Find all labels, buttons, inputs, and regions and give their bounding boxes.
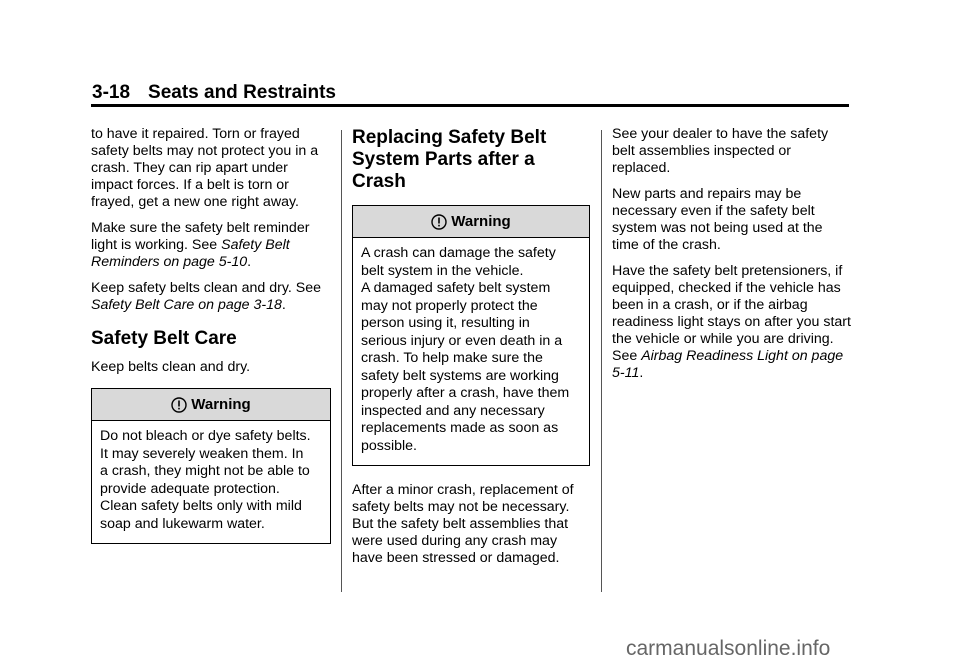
page-number: 3-18: [92, 82, 131, 103]
warning-box: [352, 205, 590, 466]
column-divider: [341, 130, 342, 592]
warning-line: soap and lukewarm water.: [100, 515, 265, 532]
warning-line: serious injury or even death in a: [361, 332, 563, 349]
cross-reference-link[interactable]: Safety Belt Care on page 3-18: [91, 297, 282, 313]
warning-line: belt system in the vehicle.: [361, 262, 524, 279]
warning-label: Warning: [451, 213, 511, 230]
section-heading: Safety Belt Care: [91, 328, 237, 349]
warning-line: crash. To help make sure the: [361, 350, 543, 366]
warning-line: A crash can damage the safety: [361, 245, 556, 261]
cross-reference-link[interactable]: Safety Belt Reminders on page 5-10: [91, 237, 290, 270]
page-header: [92, 82, 336, 104]
warning-body: [353, 238, 589, 465]
warning-line: replacements made as soon as: [361, 420, 559, 436]
warning-header: [353, 206, 589, 238]
paragraph: After a minor crash, replacement of safety belts may not be necessary. But the safety belt assemblies that were used during any crash may have been stressed or damaged.: [352, 482, 574, 566]
section-heading: Replacing Safety Belt System Parts after a Crash: [352, 127, 547, 192]
paragraph: Make sure the safety belt reminder light is working. See Safety Belt Reminders on page 5-10.: [91, 220, 310, 270]
warning-line: provide adequate protection.: [100, 480, 280, 497]
warning-label: Warning: [191, 396, 251, 413]
warning-box: [91, 388, 331, 544]
warning-line: possible.: [361, 437, 417, 454]
column-divider: [601, 130, 602, 592]
paragraph: See your dealer to have the safety belt assemblies inspected or replaced.: [612, 126, 829, 176]
paragraph: New parts and repairs may be necessary even if the safety belt system was not being used at the time of the crash.: [612, 186, 823, 253]
watermark-text: carmanualsonline.info: [626, 637, 831, 660]
column-3: [612, 126, 852, 391]
warning-line: properly after a crash, have them: [361, 385, 570, 401]
warning-body: [92, 421, 330, 543]
column-2: [352, 127, 590, 576]
paragraph: to have it repaired. Torn or frayed safety belts may not protect you in a crash. They can rip apart under impact forces. If a belt is torn or frayed, get a new one right away.: [91, 126, 319, 210]
column-1: [91, 126, 331, 560]
warning-line: inspected and any necessary: [361, 402, 545, 419]
warning-line: safety belt systems are working: [361, 367, 559, 384]
warning-line: It may severely weaken them. In: [100, 445, 304, 462]
paragraph: Keep belts clean and dry.: [91, 359, 251, 375]
warning-header: [92, 389, 330, 421]
cross-reference-link[interactable]: Airbag Readiness Light on page 5-11: [612, 348, 844, 381]
paragraph: Have the safety belt pretensioners, if equipped, checked if the vehicle has been in a crash, or if the airbag readiness light stays on after you start the vehicle or while you are driving. See Airbag Readiness Light on page 5-11.: [612, 263, 851, 381]
paragraph: Keep safety belts clean and dry. See Safety Belt Care on page 3-18.: [91, 280, 322, 313]
warning-line: a crash, they might not be able to: [100, 463, 310, 479]
warning-line: Clean safety belts only with mild: [100, 498, 302, 514]
chapter-title: Seats and Restraints: [148, 82, 336, 103]
warning-line: may not properly protect the: [361, 297, 538, 314]
warning-icon: [431, 214, 447, 230]
warning-line: Do not bleach or dye safety belts.: [100, 428, 311, 444]
warning-line: person using it, resulting in: [361, 315, 530, 331]
warning-line: A damaged safety belt system: [361, 280, 551, 296]
warning-icon: [171, 397, 187, 413]
header-rule: [91, 104, 849, 107]
